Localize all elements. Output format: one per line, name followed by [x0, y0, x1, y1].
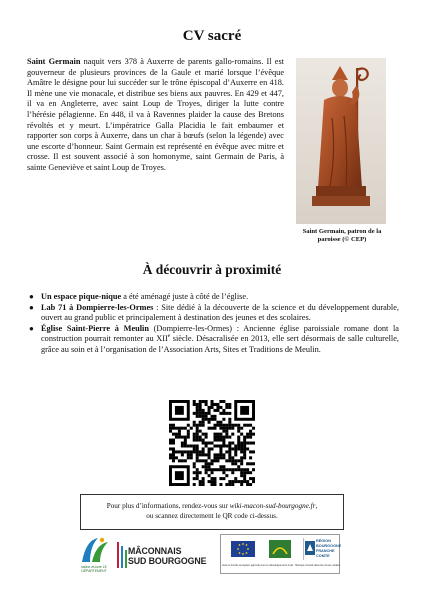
saint-germain-statue-photo — [296, 58, 386, 224]
saone-et-loire-emblem-icon — [76, 534, 112, 566]
place-name: Lab 71 à Dompierre-les-Ormes — [41, 302, 154, 312]
maconnais-emblem-icon — [116, 540, 128, 570]
region-emblem-icon — [305, 541, 315, 555]
biography-paragraph — [27, 57, 284, 174]
saone-et-loire-label: saône-et-loire LE DÉPARTEMENT — [81, 565, 107, 573]
region-logo — [303, 538, 342, 560]
eu-funding-logo — [220, 534, 340, 574]
place-description: (Dompierre-les-Ormes) : Ancienne église paroissiale romane dont la construction pourrait remonter au XII — [41, 323, 399, 344]
info-text-suffix: , — [315, 502, 318, 510]
bullet-icon: ● — [29, 292, 34, 301]
saint-name: Saint Germain — [27, 57, 81, 66]
region-line-1: RÉGION — [316, 539, 331, 543]
place-description: : Site dédié à la découverte de la science et du développement durable, ouvert au grand public et principalement à destination des jeunes et des scolaires. — [41, 302, 399, 323]
region-line-4: COMTE — [316, 554, 330, 558]
maconnais-logo — [116, 534, 208, 574]
leader-icon — [269, 540, 291, 558]
biography-text: naquit vers 378 à Auxerre de parents gallo-romains. Il est gouverneur de plusieurs provinces de la Gaule et marié lorsque l’évêque Amâtre le désigne pour lui succéder sur le trône épiscopal d’Auxerre en 418. Il mène une vie monacale, et distribue ses biens aux pauvres. En 429 et 447, il va en Angleterre, avec saint Loup de Troyes, diriger la lutte contre l’hérésie pélagienne. En 448, il va à Ravennes plaider la cause des Bretons révoltés et y meurt. L’impératrice Galla Placidia le fait embaumer et rapporter son corps à Auxerre, dans un char à bœufs (selon la légende) avec une escorte d’honneur. Saint Germain est représenté en évêque avec mitre et crosse. Il est souvent associé à son homonyme, saint Germain de Paris, à sainte Geneviève et saint Loup de Troyes. — [27, 57, 284, 172]
info-line-1 — [81, 501, 343, 511]
place-name: Un espace pique-nique — [41, 292, 122, 301]
region-line-3: FRANCHE — [316, 549, 335, 553]
place-name: Église Saint-Pierre à Meulin — [41, 323, 149, 333]
list-item — [27, 292, 399, 303]
photo-caption: Saint Germain, patron de la paroisse (© CEP) — [302, 228, 382, 244]
list-item — [27, 324, 399, 356]
place-description-end: siècle. Désacralisée en 2013, elle sert désormais de salle culturelle, grâce au soin et à l’organisation de l’Association Arts, Sites et Traditions de Meulin. — [41, 334, 399, 354]
info-text: Pour plus d’informations, rendez-vous sur — [106, 502, 230, 510]
info-line-2: ou scannez directement le QR code ci-dessus. — [146, 512, 278, 520]
maconnais-line-2: SUD BOURGOGNE — [128, 556, 207, 566]
qr-code-graphic — [169, 400, 255, 486]
bullet-icon: ● — [29, 302, 34, 312]
bullet-icon: ● — [29, 323, 34, 333]
info-box — [80, 494, 344, 530]
region-line-2: BOURGOGNE — [316, 544, 342, 548]
qr-code[interactable] — [169, 400, 255, 486]
wiki-link[interactable]: wiki-macon-sud-bourgogne.fr — [229, 502, 316, 510]
eu-funding-text: Avec le Fonds européen agricole pour le développement rural : l'Europe investit dans les zones rurales — [222, 564, 340, 567]
places-list — [27, 292, 399, 356]
place-description: a été aménagé juste à côté de l’église. — [121, 292, 249, 301]
nearby-section-title: À découvrir à proximité — [142, 262, 282, 277]
partner-logos — [76, 534, 348, 574]
maconnais-line-1: MÂCONNAIS — [128, 546, 182, 556]
page-title: CV sacré — [182, 28, 242, 44]
century-superscript: e — [167, 333, 171, 340]
eu-flag-icon — [231, 541, 255, 557]
statue-illustration — [296, 58, 386, 224]
list-item — [27, 303, 399, 324]
saone-et-loire-logo — [76, 534, 112, 574]
